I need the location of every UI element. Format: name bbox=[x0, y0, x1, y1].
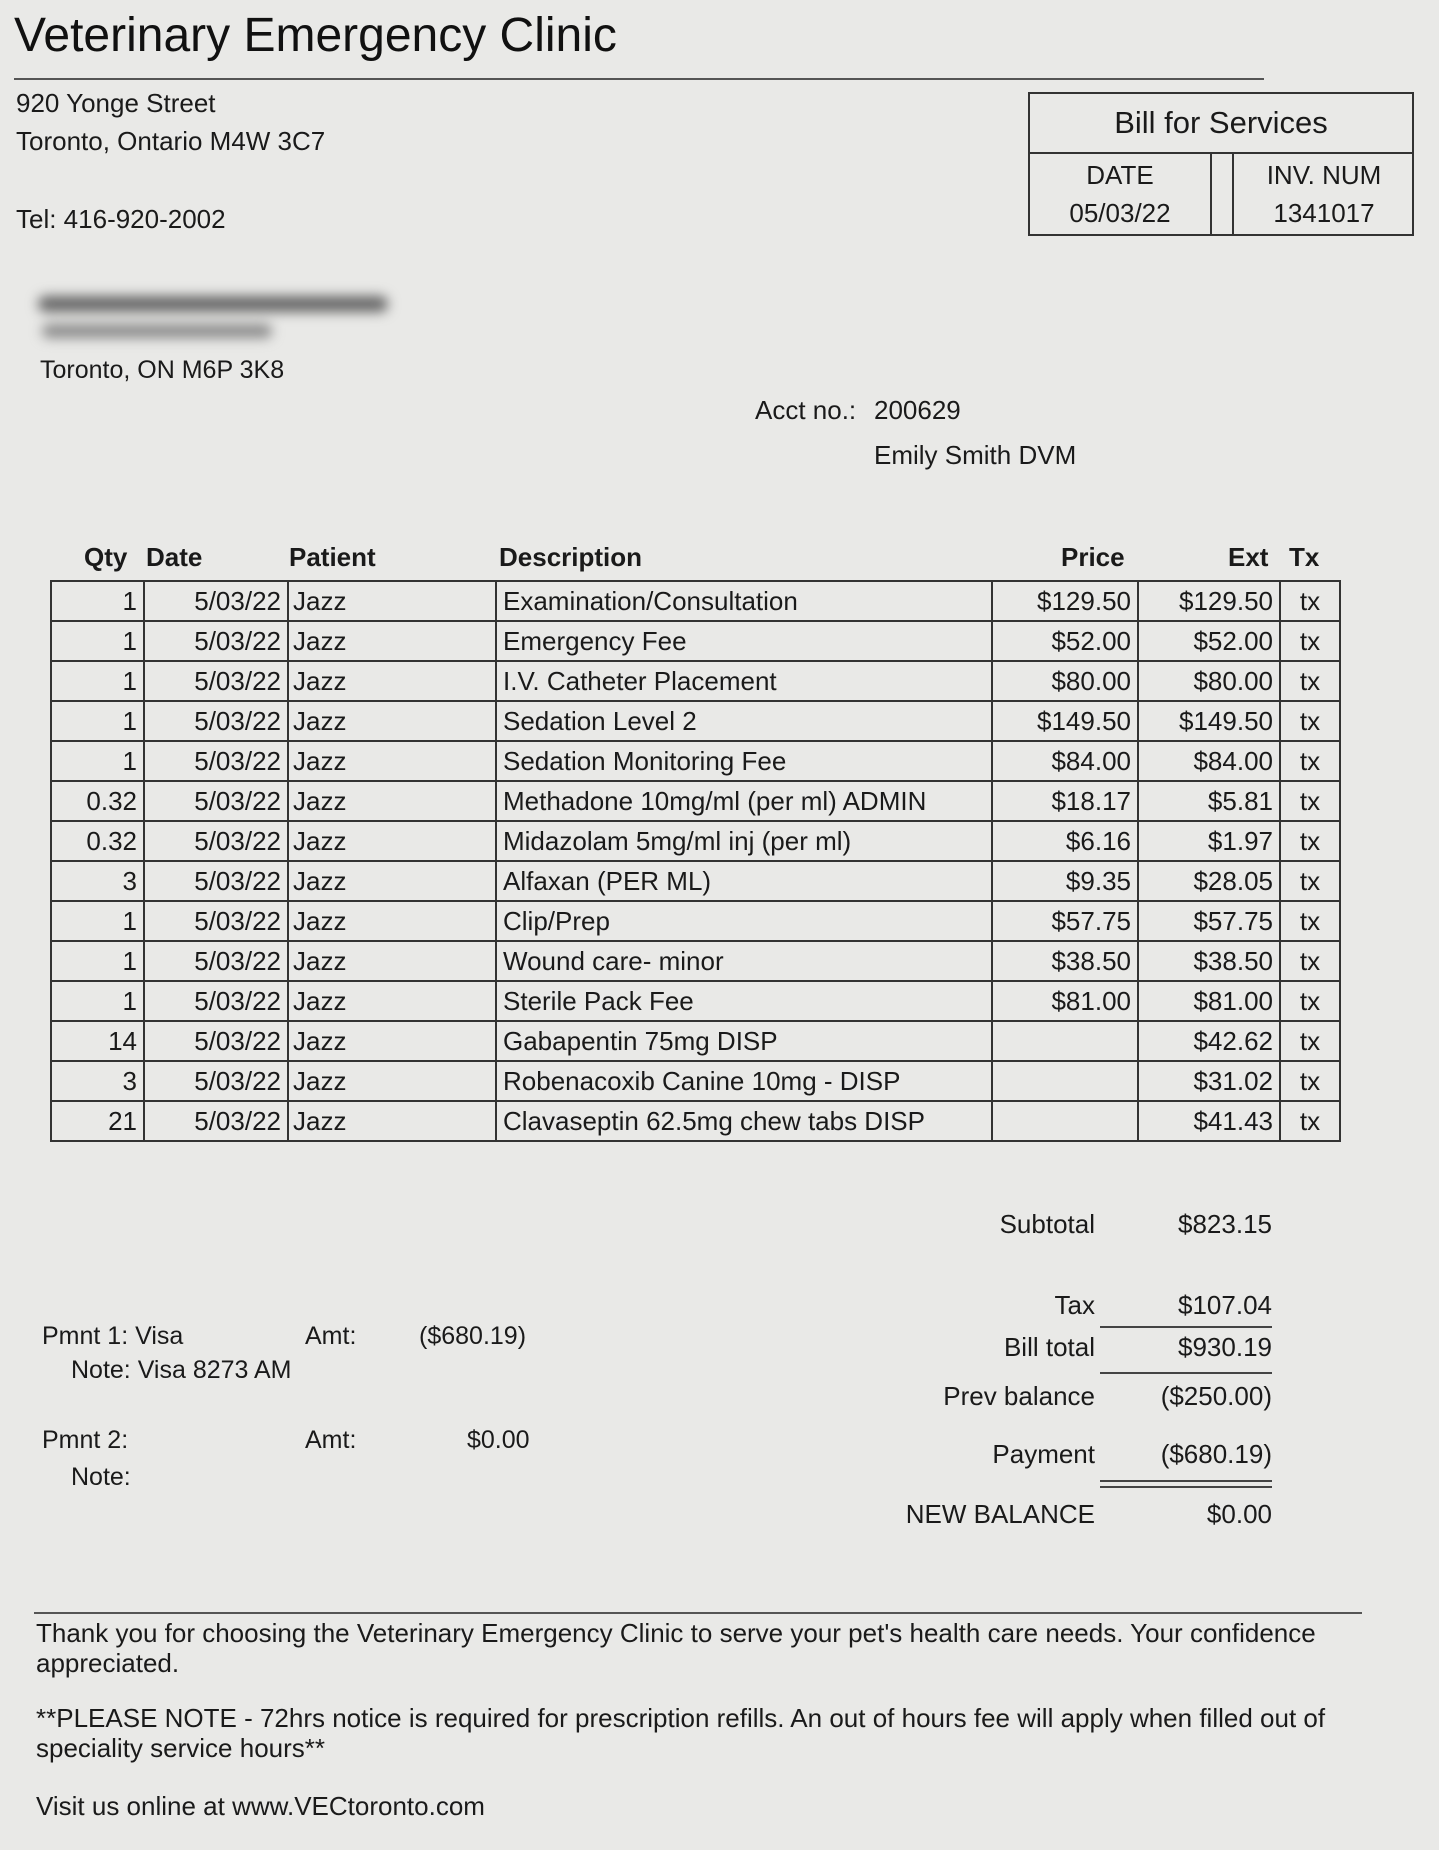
row-ext: $42.62 bbox=[1138, 1021, 1280, 1061]
tax-value: $107.04 bbox=[1178, 1290, 1272, 1320]
row-patient: Jazz bbox=[288, 781, 496, 821]
row-qty: 1 bbox=[51, 901, 144, 941]
row-patient: Jazz bbox=[288, 1101, 496, 1141]
tax-label: Tax bbox=[1054, 1290, 1095, 1320]
row-tx: tx bbox=[1280, 1101, 1340, 1141]
row-qty: 1 bbox=[51, 741, 144, 781]
subtotal-label: Subtotal bbox=[999, 1209, 1095, 1239]
row-ext: $57.75 bbox=[1138, 901, 1280, 941]
payment-label: Payment bbox=[992, 1439, 1095, 1469]
row-tx: tx bbox=[1280, 661, 1340, 701]
row-patient: Jazz bbox=[288, 941, 496, 981]
row-price: $9.35 bbox=[992, 861, 1138, 901]
row-patient: Jazz bbox=[288, 581, 496, 621]
row-tx: tx bbox=[1280, 621, 1340, 661]
table-row bbox=[51, 741, 1340, 781]
row-patient: Jazz bbox=[288, 741, 496, 781]
account-number-value: 200629 bbox=[874, 395, 961, 425]
subtotal-value: $823.15 bbox=[1178, 1209, 1272, 1239]
row-qty: 0.32 bbox=[51, 781, 144, 821]
clinic-address-line1: 920 Yonge Street bbox=[16, 88, 216, 118]
clinic-phone: Tel: 416-920-2002 bbox=[16, 204, 226, 234]
row-ext: $81.00 bbox=[1138, 981, 1280, 1021]
row-description: Methadone 10mg/ml (per ml) ADMIN bbox=[496, 781, 992, 821]
row-ext: $129.50 bbox=[1138, 581, 1280, 621]
line-items-table bbox=[50, 580, 1341, 1142]
row-price: $129.50 bbox=[992, 581, 1138, 621]
row-date: 5/03/22 bbox=[144, 901, 288, 941]
row-date: 5/03/22 bbox=[144, 981, 288, 1021]
payment1-amount-label: Amt: bbox=[305, 1322, 357, 1350]
row-description: Sedation Level 2 bbox=[496, 701, 992, 741]
vet-name: Emily Smith DVM bbox=[874, 440, 1077, 470]
row-description: Robenacoxib Canine 10mg - DISP bbox=[496, 1061, 992, 1101]
row-ext: $1.97 bbox=[1138, 821, 1280, 861]
row-description: Sedation Monitoring Fee bbox=[496, 741, 992, 781]
row-patient: Jazz bbox=[288, 1021, 496, 1061]
row-ext: $80.00 bbox=[1138, 661, 1280, 701]
payment1-amount: ($680.19) bbox=[419, 1322, 527, 1350]
row-date: 5/03/22 bbox=[144, 781, 288, 821]
row-qty: 21 bbox=[51, 1101, 144, 1141]
bill-box-title: Bill for Services bbox=[1030, 94, 1412, 154]
row-date: 5/03/22 bbox=[144, 661, 288, 701]
row-price: $80.00 bbox=[992, 661, 1138, 701]
row-description: I.V. Catheter Placement bbox=[496, 661, 992, 701]
row-qty: 1 bbox=[51, 621, 144, 661]
row-date: 5/03/22 bbox=[144, 1061, 288, 1101]
row-qty: 14 bbox=[51, 1021, 144, 1061]
row-patient: Jazz bbox=[288, 821, 496, 861]
row-description: Emergency Fee bbox=[496, 621, 992, 661]
clinic-address-line2: Toronto, Ontario M4W 3C7 bbox=[16, 126, 326, 156]
row-tx: tx bbox=[1280, 1061, 1340, 1101]
table-row bbox=[51, 821, 1340, 861]
column-header-ext: Ext bbox=[1228, 542, 1269, 572]
row-price bbox=[992, 1061, 1138, 1101]
bill-total-value: $930.19 bbox=[1178, 1332, 1272, 1362]
row-date: 5/03/22 bbox=[144, 741, 288, 781]
row-tx: tx bbox=[1280, 901, 1340, 941]
row-price: $84.00 bbox=[992, 741, 1138, 781]
row-ext: $149.50 bbox=[1138, 701, 1280, 741]
row-description: Clavaseptin 62.5mg chew tabs DISP bbox=[496, 1101, 992, 1141]
row-ext: $41.43 bbox=[1138, 1101, 1280, 1141]
payment1-note: Note: Visa 8273 AM bbox=[71, 1356, 292, 1384]
payment1-label: Pmnt 1: Visa bbox=[42, 1322, 184, 1350]
table-row bbox=[51, 1021, 1340, 1061]
row-tx: tx bbox=[1280, 701, 1340, 741]
row-patient: Jazz bbox=[288, 981, 496, 1021]
row-tx: tx bbox=[1280, 981, 1340, 1021]
table-row bbox=[51, 701, 1340, 741]
date-cell bbox=[1030, 152, 1212, 236]
row-tx: tx bbox=[1280, 581, 1340, 621]
clinic-name: Veterinary Emergency Clinic bbox=[14, 9, 617, 62]
row-ext: $28.05 bbox=[1138, 861, 1280, 901]
column-header-qty: Qty bbox=[84, 542, 128, 572]
account-number-label: Acct no.: bbox=[755, 395, 857, 425]
row-price: $149.50 bbox=[992, 701, 1138, 741]
website-line: Visit us online at www.VECtoronto.com bbox=[36, 1791, 485, 1821]
row-price: $81.00 bbox=[992, 981, 1138, 1021]
invoice-number-label: INV. NUM bbox=[1266, 160, 1382, 190]
payment2-amount-label: Amt: bbox=[305, 1426, 357, 1454]
row-tx: tx bbox=[1280, 941, 1340, 981]
payment-value: ($680.19) bbox=[1160, 1439, 1272, 1469]
prev-balance-label: Prev balance bbox=[943, 1381, 1095, 1411]
row-date: 5/03/22 bbox=[144, 701, 288, 741]
row-patient: Jazz bbox=[288, 661, 496, 701]
row-ext: $5.81 bbox=[1138, 781, 1280, 821]
row-price: $18.17 bbox=[992, 781, 1138, 821]
new-balance-label: NEW BALANCE bbox=[905, 1499, 1095, 1529]
column-header-description: Description bbox=[499, 542, 643, 572]
row-qty: 0.32 bbox=[51, 821, 144, 861]
row-ext: $38.50 bbox=[1138, 941, 1280, 981]
invoice-number-cell bbox=[1232, 152, 1414, 236]
row-tx: tx bbox=[1280, 1021, 1340, 1061]
row-date: 5/03/22 bbox=[144, 941, 288, 981]
row-description: Wound care- minor bbox=[496, 941, 992, 981]
prev-balance-value: ($250.00) bbox=[1160, 1381, 1272, 1411]
column-header-patient: Patient bbox=[289, 542, 376, 572]
table-row bbox=[51, 941, 1340, 981]
date-value: 05/03/22 bbox=[1069, 198, 1171, 228]
table-row bbox=[51, 1101, 1340, 1141]
redacted-client-address bbox=[38, 292, 398, 346]
row-date: 5/03/22 bbox=[144, 621, 288, 661]
row-description: Midazolam 5mg/ml inj (per ml) bbox=[496, 821, 992, 861]
bill-for-services-box bbox=[1028, 92, 1414, 236]
row-tx: tx bbox=[1280, 781, 1340, 821]
row-date: 5/03/22 bbox=[144, 821, 288, 861]
row-description: Examination/Consultation bbox=[496, 581, 992, 621]
row-ext: $31.02 bbox=[1138, 1061, 1280, 1101]
row-tx: tx bbox=[1280, 741, 1340, 781]
row-price: $52.00 bbox=[992, 621, 1138, 661]
row-description: Alfaxan (PER ML) bbox=[496, 861, 992, 901]
column-header-price: Price bbox=[1061, 542, 1125, 572]
row-date: 5/03/22 bbox=[144, 1021, 288, 1061]
table-row bbox=[51, 621, 1340, 661]
tax-underline bbox=[1100, 1326, 1272, 1328]
header-divider bbox=[14, 78, 1264, 80]
table-row bbox=[51, 861, 1340, 901]
column-header-tx: Tx bbox=[1289, 542, 1320, 572]
row-date: 5/03/22 bbox=[144, 861, 288, 901]
row-date: 5/03/22 bbox=[144, 581, 288, 621]
invoice-number-value: 1341017 bbox=[1273, 198, 1375, 228]
row-price: $57.75 bbox=[992, 901, 1138, 941]
row-price: $38.50 bbox=[992, 941, 1138, 981]
thank-you-message: Thank you for choosing the Veterinary Emergency Clinic to serve your pet's health care needs. Your confidence appreciated. bbox=[36, 1618, 1316, 1678]
row-qty: 1 bbox=[51, 981, 144, 1021]
row-ext: $52.00 bbox=[1138, 621, 1280, 661]
row-price: $6.16 bbox=[992, 821, 1138, 861]
row-patient: Jazz bbox=[288, 1061, 496, 1101]
row-patient: Jazz bbox=[288, 861, 496, 901]
footer-divider bbox=[34, 1612, 1362, 1614]
payment2-label: Pmnt 2: bbox=[42, 1426, 129, 1454]
table-row bbox=[51, 661, 1340, 701]
row-date: 5/03/22 bbox=[144, 1101, 288, 1141]
row-patient: Jazz bbox=[288, 621, 496, 661]
table-row bbox=[51, 1061, 1340, 1101]
row-qty: 3 bbox=[51, 861, 144, 901]
row-qty: 1 bbox=[51, 581, 144, 621]
row-patient: Jazz bbox=[288, 901, 496, 941]
table-row bbox=[51, 901, 1340, 941]
row-ext: $84.00 bbox=[1138, 741, 1280, 781]
row-qty: 1 bbox=[51, 661, 144, 701]
payment-double-underline-1 bbox=[1100, 1480, 1272, 1482]
client-city-line: Toronto, ON M6P 3K8 bbox=[40, 356, 285, 384]
row-qty: 1 bbox=[51, 701, 144, 741]
row-description: Sterile Pack Fee bbox=[496, 981, 992, 1021]
row-qty: 3 bbox=[51, 1061, 144, 1101]
row-tx: tx bbox=[1280, 861, 1340, 901]
row-description: Clip/Prep bbox=[496, 901, 992, 941]
payment-double-underline-2 bbox=[1100, 1486, 1272, 1488]
bill-total-label: Bill total bbox=[1003, 1332, 1095, 1362]
column-header-date: Date bbox=[146, 542, 203, 572]
row-price bbox=[992, 1021, 1138, 1061]
row-description: Gabapentin 75mg DISP bbox=[496, 1021, 992, 1061]
table-row bbox=[51, 981, 1340, 1021]
payment2-amount: $0.00 bbox=[467, 1426, 530, 1454]
row-tx: tx bbox=[1280, 821, 1340, 861]
row-patient: Jazz bbox=[288, 701, 496, 741]
table-row bbox=[51, 581, 1340, 621]
table-row bbox=[51, 781, 1340, 821]
prescription-refill-notice: **PLEASE NOTE - 72hrs notice is required for prescription refills. An out of hours fee will apply when filled out of speciality service hours** bbox=[36, 1703, 1326, 1763]
date-label: DATE bbox=[1086, 160, 1154, 190]
new-balance-value: $0.00 bbox=[1206, 1499, 1272, 1529]
bill-total-underline bbox=[1100, 1372, 1272, 1374]
payment2-note: Note: bbox=[71, 1463, 131, 1491]
row-qty: 1 bbox=[51, 941, 144, 981]
row-price bbox=[992, 1101, 1138, 1141]
